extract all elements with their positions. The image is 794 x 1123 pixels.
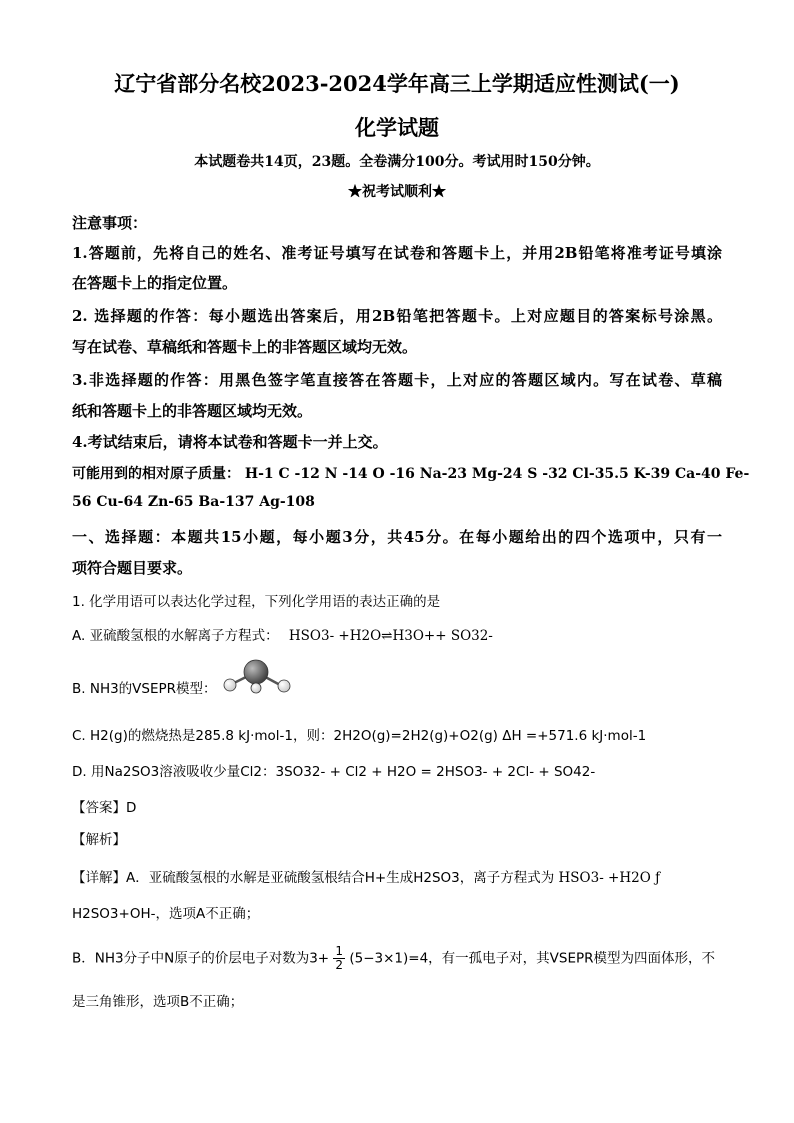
molecule-ball-stick-icon — [218, 658, 294, 694]
detail-a-line-2: H2SO3+OH-，选项A不正确； — [72, 906, 260, 922]
note-1-line-1: 1.答题前，先将自己的姓名、准考证号填写在试卷和答题卡上，并用2B铅笔将准考证号填涂 — [72, 244, 722, 262]
detail-b-pre: B．NH3分子中N原子的价层电子对数为3+ — [72, 950, 330, 967]
section-heading-line-1: 一、选择题：本题共15小题，每小题3分，共45分。在每小题给出的四个选项中，只有一 — [72, 528, 722, 546]
atomic-mass-line-2: 56 Cu-64 Zn-65 Ba-137 Ag-108 — [72, 494, 315, 510]
notes-heading: 注意事项： — [72, 214, 148, 232]
option-c: C. H2(g)的燃烧热是285.8 kJ·mol-1，则：2H2O(g)=2H2(g)+O2(g) ΔH =+571.6 kJ·mol-1 — [72, 728, 647, 744]
option-a-formula: HSO3- +H2O⇌H3O++ SO32- — [288, 628, 493, 644]
answer-line — [72, 796, 722, 816]
option-b — [72, 677, 722, 697]
detail-a-line-1 — [72, 866, 722, 886]
option-a — [72, 624, 722, 644]
fraction-denominator: 2 — [335, 958, 344, 972]
subject-title: 化学试题 — [355, 115, 439, 140]
detail-b-line-2: 是三角锥形，选项B不正确； — [72, 994, 244, 1010]
note-1-line-2: 在答题卡上的指定位置。 — [72, 274, 238, 292]
fraction-one-half — [333, 945, 345, 972]
option-d: D. 用Na2SO3溶液吸收少量Cl2：3SO32- + Cl2 + H2O = 2HSO3- + 2Cl- + SO42- — [72, 764, 596, 780]
question-1-stem: 1. 化学用语可以表达化学过程，下列化学用语的表达正确的是 — [72, 594, 441, 610]
good-luck-line: ★祝考试顺利★ — [348, 184, 446, 200]
atomic-mass-line-1: 可能用到的相对原子质量： H-1 C -12 N -14 O -16 Na-23 Mg-24 S -32 Cl-35.5 K-39 Ca-40 Fe- — [72, 466, 750, 482]
note-4: 4.考试结束后，请将本试卷和答题卡一并上交。 — [72, 433, 388, 451]
note-3-line-1: 3.非选择题的作答：用黑色签字笔直接答在答题卡，上对应的答题区域内。写在试卷、草稿 — [72, 371, 722, 389]
detail-b-post: (5−3×1)=4，有一孤电子对，其VSEPR模型为四面体形，不 — [349, 950, 716, 967]
page-title: 辽宁省部分名校2023-2024学年高三上学期适应性测试(一) — [114, 71, 680, 96]
detail-b-line-1 — [72, 945, 722, 972]
answer-label: 【答案】 — [72, 800, 126, 816]
fraction-numerator: 1 — [335, 944, 344, 958]
detail-a-text: A．亚硫酸氢根的水解是亚硫酸氢根结合H+生成H2SO3，离子方程式为 — [126, 870, 555, 886]
analysis-label: 【解析】 — [72, 832, 126, 848]
exam-info: 本试题卷共14页，23题。全卷满分100分。考试用时150分钟。 — [194, 154, 600, 170]
note-3-line-2: 纸和答题卡上的非答题区域均无效。 — [72, 402, 313, 420]
detail-a-formula: HSO3- +H2O ƒ — [558, 870, 661, 886]
note-2-line-1: 2. 选择题的作答：每小题选出答案后，用2B铅笔把答题卡。上对应题目的答案标号涂黑。 — [72, 307, 722, 325]
note-2-line-2: 写在试卷、草稿纸和答题卡上的非答题区域均无效。 — [72, 338, 418, 356]
answer-value: D — [126, 800, 137, 816]
section-heading-line-2: 项符合题目要求。 — [72, 559, 193, 577]
option-a-text: A. 亚硫酸氢根的水解离子方程式： — [72, 628, 279, 644]
detail-label: 【详解】 — [72, 870, 126, 886]
option-b-text: B. NH3的VSEPR模型： — [72, 681, 217, 697]
